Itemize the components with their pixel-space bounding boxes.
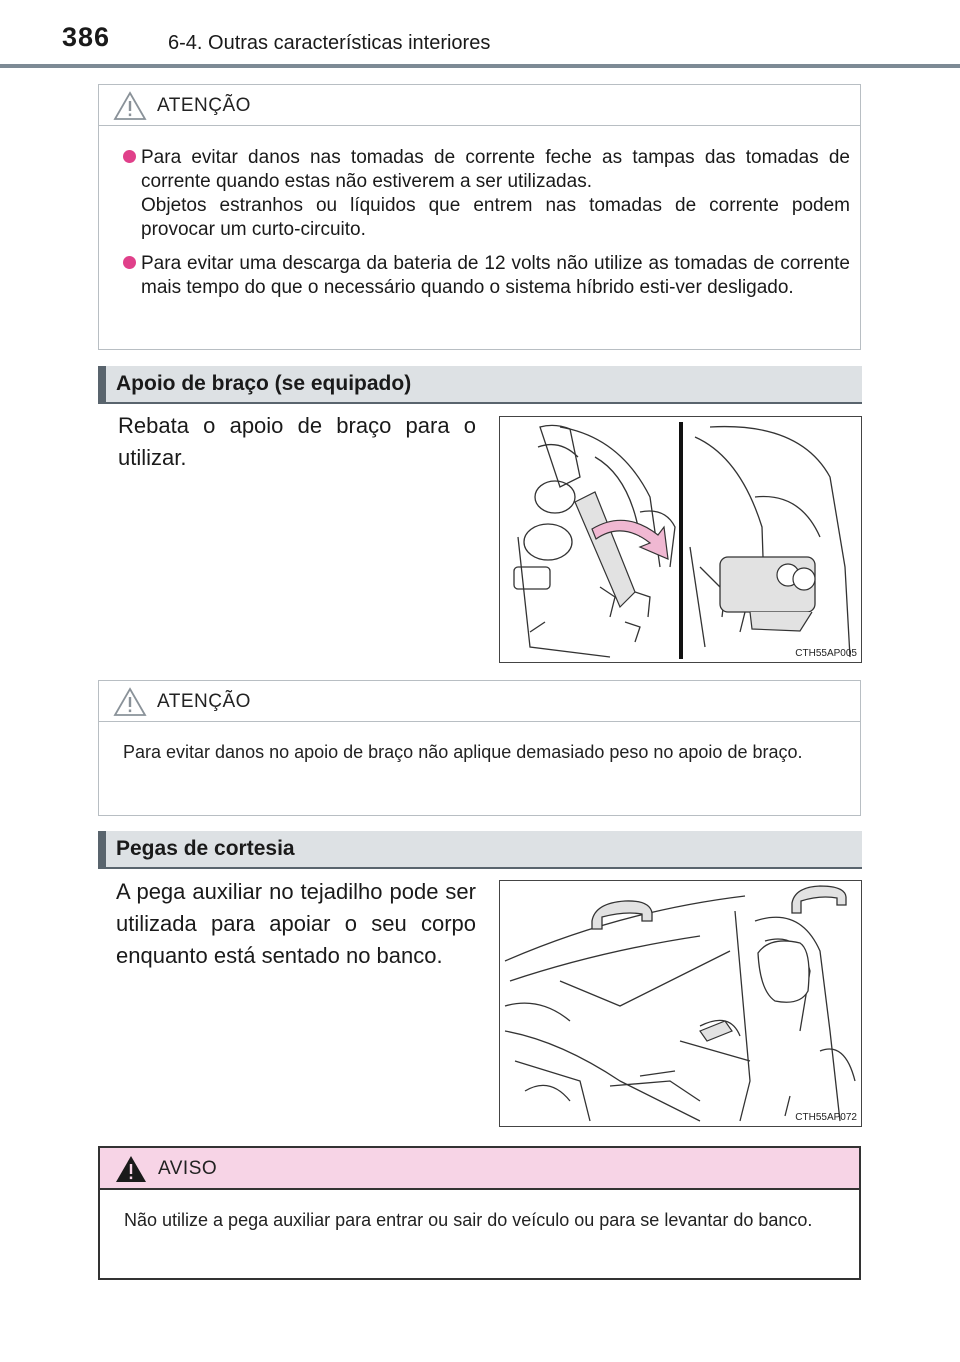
armrest-illustration — [499, 416, 862, 663]
caution-header — [99, 85, 860, 126]
assist-grip-drawing — [500, 881, 862, 1127]
bullet-icon — [123, 256, 136, 269]
notice-text: Não utilize a pega auxiliar para entrar ou sair do veículo ou para se levantar do banco. — [124, 1210, 813, 1230]
caution-header — [99, 681, 860, 722]
section-bar-grips — [98, 831, 862, 867]
page-header — [0, 0, 960, 68]
assist-grip-illustration — [499, 880, 862, 1127]
warning-triangle-icon — [113, 91, 147, 121]
warning-triangle-filled-icon — [114, 1154, 148, 1184]
caution-item — [123, 146, 850, 242]
caution-item-text: Para evitar danos nas tomadas de corrente feche as tampas das tomadas de corrente quando estas não estiverem a ser utilizadas. — [141, 147, 850, 192]
notice-header — [100, 1148, 859, 1190]
figure-code: CTH55AP072 — [795, 1112, 857, 1123]
armrest-drawing — [500, 417, 862, 663]
section-title: 6-4. Outras características interiores — [168, 32, 491, 54]
section-heading: Apoio de braço (se equipado) — [116, 372, 412, 395]
figure-code: CTH55AP005 — [795, 648, 857, 659]
caution-label: ATENÇÃO — [157, 95, 251, 116]
caution-box-armrest — [98, 680, 861, 816]
page-number: 386 — [62, 22, 111, 52]
grips-instruction: A pega auxiliar no tejadilho pode ser utilizada para apoiar o seu corpo enquanto está sentado no banco. — [116, 879, 476, 968]
caution-item — [123, 252, 850, 300]
caution-item-text: Para evitar uma descarga da bateria de 12 volts não utilize as tomadas de corrente mais tempo do que o necessário quando o sistema híbrido esti-ver desligado. — [141, 253, 850, 298]
header-divider — [0, 64, 960, 68]
notice-box — [98, 1146, 861, 1280]
caution-item-text: Objetos estranhos ou líquidos que entrem nas tomadas de corrente podem provocar um curto-circuito. — [141, 195, 850, 240]
bullet-icon — [123, 150, 136, 163]
section-heading: Pegas de cortesia — [116, 837, 295, 860]
armrest-instruction: Rebata o apoio de braço para o utilizar. — [118, 413, 476, 470]
caution-label: ATENÇÃO — [157, 691, 251, 712]
caution-text: Para evitar danos no apoio de braço não aplique demasiado peso no apoio de braço. — [123, 742, 803, 762]
warning-triangle-icon — [113, 687, 147, 717]
caution-box-power-outlets — [98, 84, 861, 350]
section-bar-armrest — [98, 366, 862, 402]
notice-label: AVISO — [158, 1158, 218, 1179]
